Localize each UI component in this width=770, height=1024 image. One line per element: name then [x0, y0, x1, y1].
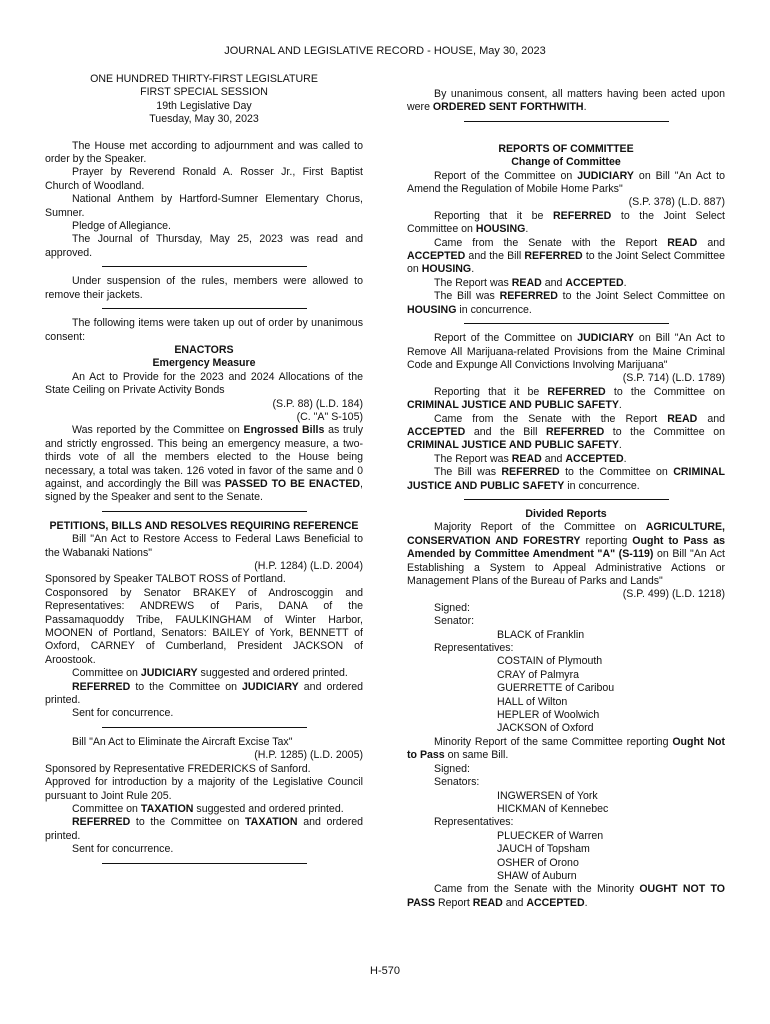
signer-name: BLACK of Franklin — [497, 628, 585, 641]
left-column — [45, 73, 363, 872]
paragraph: National Anthem by Hartford-Sumner Elementary Chorus, Sumner. — [45, 193, 363, 219]
paragraph: REFERRED to the Committee on TAXATION and ordered printed. — [45, 816, 364, 842]
signer-name: HICKMAN of Kennebec — [497, 802, 609, 815]
paragraph: Sent for concurrence. — [72, 707, 174, 720]
divider — [102, 727, 307, 728]
signer-name: HEPLER of Woolwich — [497, 709, 600, 722]
session-line: FIRST SPECIAL SESSION — [140, 86, 268, 99]
divider — [464, 323, 669, 324]
paragraph: Under suspension of the rules, members were allowed to remove their jackets. — [45, 275, 363, 301]
doc-reference: (S.P. 499) (L.D. 1218) — [622, 588, 725, 601]
session-line: ONE HUNDRED THIRTY-FIRST LEGISLATURE — [90, 73, 318, 85]
bill-title: Bill "An Act to Eliminate the Aircraft Excise Tax" — [72, 735, 293, 748]
signer-name: JACKSON of Oxford — [497, 722, 594, 735]
signer-name: COSTAIN of Plymouth — [497, 655, 603, 668]
paragraph: Came from the Senate with the Minority OUGHT NOT TO PASS Report READ and ACCEPTED. — [407, 883, 725, 909]
session-line: Tuesday, May 30, 2023 — [149, 113, 259, 126]
paragraph: The Bill was REFERRED to the Joint Select Committee on HOUSING in concurrence. — [407, 290, 725, 316]
paragraph: Was reported by the Committee on Engrossed Bills as truly and strictly engrossed. This being an emergency measure, a two-thirds vote of all the members elected to the House being necessary, a total was taken. 126 voted in favor of the same and 0 against, and accordingly the Bill was PASSED TO BE ENACTED, signed by the Speaker and sent to the Senate. — [45, 424, 363, 504]
signer-name: CRAY of Palmyra — [497, 668, 580, 681]
senators-label: Senators: — [434, 776, 480, 789]
paragraph: Came from the Senate with the Report READ and ACCEPTED and the Bill REFERRED to the Joint Select Committee on HOUSING. — [407, 236, 725, 276]
signer-name: JAUCH of Topsham — [497, 843, 590, 856]
divider — [102, 511, 307, 512]
paragraph: Reporting that it be REFERRED to the Joint Select Committee on HOUSING. — [407, 209, 725, 236]
cosponsors: Cosponsored by Senator BRAKEY of Androscoggin and Representatives: ANDREWS of Paris, DANA of the Passamaquoddy Tribe, FAULKINGHAM of Winter Harbor, MOONEN of Portland, Senators: BAILEY of York, BENNETT of Oxford, CARNEY of Cumberland, President JACKSON of Aroostook. — [45, 586, 363, 666]
paragraph: Reporting that it be REFERRED to the Committee on CRIMINAL JUSTICE AND PUBLIC SAFETY. — [407, 385, 725, 412]
section-heading: REPORTS OF COMMITTEE — [498, 142, 634, 155]
paragraph: By unanimous consent, all matters having been acted upon were ORDERED SENT FORTHWITH. — [407, 88, 725, 114]
doc-reference: (C. "A" S-105) — [296, 410, 363, 423]
bill-title: Bill "An Act to Restore Access to Federal Laws Beneficial to the Wabanaki Nations" — [45, 533, 363, 559]
signer-name: GUERRETTE of Caribou — [497, 682, 615, 695]
divider — [464, 121, 669, 122]
representatives-label: Representatives: — [434, 642, 514, 655]
signer-name: SHAW of Auburn — [497, 869, 577, 882]
subsection-heading: Emergency Measure — [152, 357, 256, 370]
paragraph: The Report was READ and ACCEPTED. — [434, 276, 627, 289]
paragraph: Report of the Committee on JUDICIARY on Bill "An Act to Amend the Regulation of Mobile Home Parks" — [407, 169, 726, 196]
paragraph: Report of the Committee on JUDICIARY on Bill "An Act to Remove All Marijuana-related Provisions from the Maine Criminal Code and Expunge All Convictions Involving Marijuana" — [407, 332, 726, 371]
doc-reference: (H.P. 1284) (L.D. 2004) — [254, 560, 363, 572]
section-heading: PETITIONS, BILLS AND RESOLVES REQUIRING REFERENCE — [49, 519, 359, 532]
section-heading: ENACTORS — [174, 343, 234, 356]
paragraph: The Bill was REFERRED to the Committee on CRIMINAL JUSTICE AND PUBLIC SAFETY in concurrence. — [407, 466, 725, 492]
paragraph: The following items were taken up out of order by unanimous consent: — [45, 317, 363, 343]
paragraph: The Journal of Thursday, May 25, 2023 was read and approved. — [45, 233, 363, 259]
page-header: JOURNAL AND LEGISLATIVE RECORD - HOUSE, May 30, 2023 — [224, 45, 546, 57]
paragraph: Minority Report of the same Committee reporting Ought Not to Pass on same Bill. — [407, 735, 725, 762]
paragraph: Pledge of Allegiance. — [72, 220, 171, 233]
section-heading: Divided Reports — [525, 507, 607, 520]
doc-reference: (S.P. 88) (L.D. 184) — [272, 397, 363, 410]
paragraph: The Report was READ and ACCEPTED. — [434, 452, 627, 465]
subsection-heading: Change of Committee — [511, 156, 621, 169]
right-column — [407, 88, 725, 910]
divider — [102, 863, 307, 864]
doc-reference: (H.P. 1285) (L.D. 2005) — [254, 749, 363, 762]
signer-name: PLUECKER of Warren — [497, 829, 604, 842]
paragraph: Committee on JUDICIARY suggested and ordered printed. — [72, 667, 348, 680]
sponsor: Sponsored by Representative FREDERICKS of Sanford. — [45, 762, 311, 775]
paragraph: Sent for concurrence. — [72, 843, 174, 856]
divider — [102, 266, 307, 267]
page-number: H-570 — [370, 965, 400, 977]
senator-label: Senator: — [434, 615, 475, 628]
paragraph: Approved for introduction by a majority of the Legislative Council pursuant to Joint Rule 205. — [45, 776, 363, 802]
act-title: An Act to Provide for the 2023 and 2024 Allocations of the State Ceiling on Private Activity Bonds — [45, 370, 363, 397]
signed-label: Signed: — [434, 601, 470, 614]
signed-label: Signed: — [434, 762, 470, 775]
divider — [102, 308, 307, 309]
signer-name: HALL of Wilton — [497, 695, 568, 708]
paragraph: Came from the Senate with the Report READ and ACCEPTED and the Bill REFERRED to the Committee on CRIMINAL JUSTICE AND PUBLIC SAFETY. — [407, 412, 725, 452]
divider — [464, 499, 669, 500]
doc-reference: (S.P. 714) (L.D. 1789) — [622, 372, 725, 385]
paragraph: Majority Report of the Committee on AGRICULTURE, CONSERVATION AND FORESTRY reporting Ought to Pass as Amended by Committee Amendment "A" (S-119) on Bill "An Act Establishing a System to Appeal Administrative Actions or Management Plans of the Bureau of Parks and Lands" — [407, 521, 725, 587]
session-line: 19th Legislative Day — [156, 99, 252, 112]
signer-name: INGWERSEN of York — [497, 789, 598, 802]
paragraph: The House met according to adjournment and was called to order by the Speaker. — [45, 139, 363, 166]
sponsor: Sponsored by Speaker TALBOT ROSS of Portland. — [45, 573, 286, 586]
paragraph: Prayer by Reverend Ronald A. Rosser Jr., First Baptist Church of Woodland. — [45, 166, 363, 192]
paragraph: Committee on TAXATION suggested and ordered printed. — [72, 802, 344, 815]
signer-name: OSHER of Orono — [497, 856, 579, 869]
paragraph: REFERRED to the Committee on JUDICIARY and ordered printed. — [45, 680, 364, 707]
doc-reference: (S.P. 378) (L.D. 887) — [628, 196, 725, 209]
representatives-label: Representatives: — [434, 816, 514, 829]
